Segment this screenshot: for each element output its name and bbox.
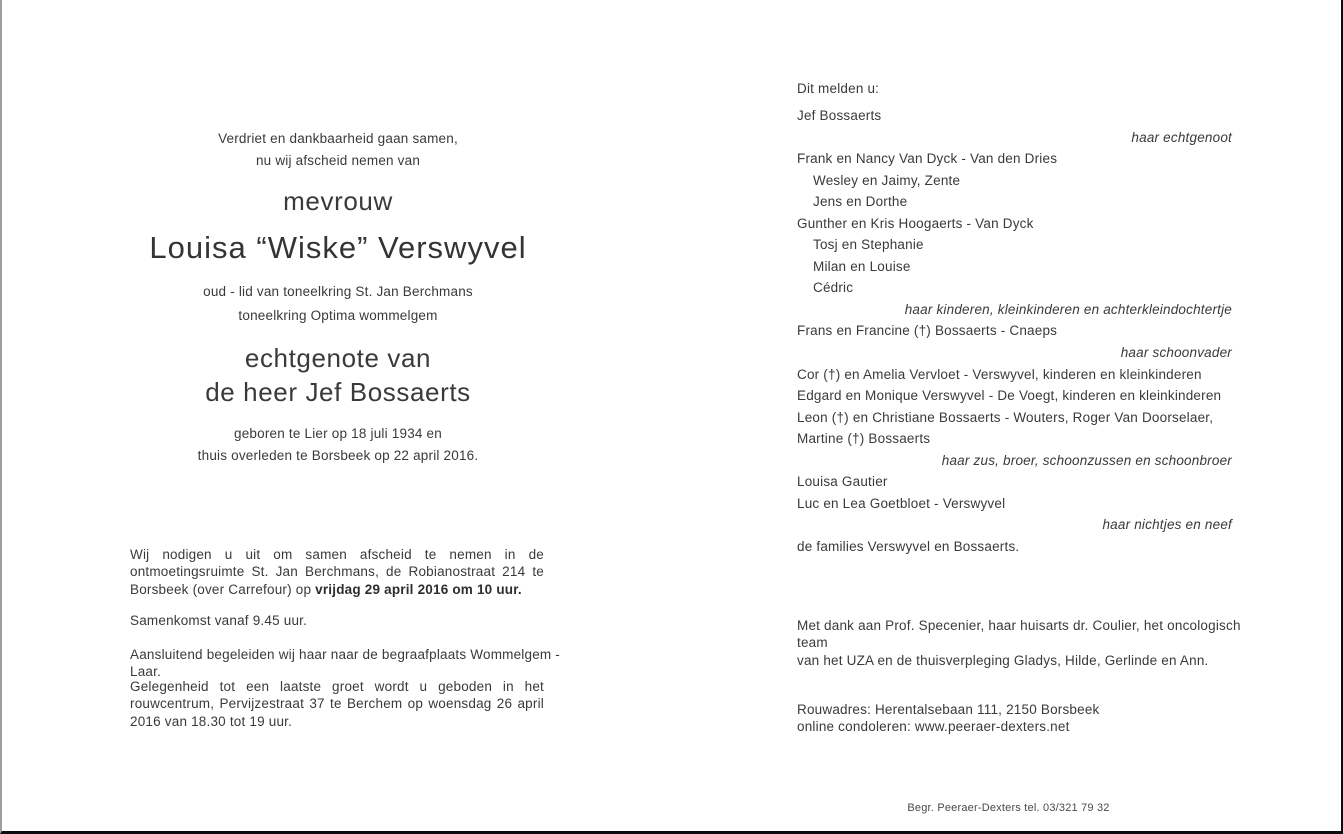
intro-verse xyxy=(2,128,674,172)
burial-info: Aansluitend begeleiden wij haar naar de begraafplaats Wommelgem - Laar. xyxy=(130,647,560,680)
family-member-subline: Milan en Louise xyxy=(813,258,911,274)
honorific: mevrouw xyxy=(283,186,393,216)
death-line: thuis overleden te Borsbeek op 22 april 2016. xyxy=(197,447,479,463)
viewing-info: Gelegenheid tot een laatste groet wordt u geboden in het rouwcentrum, Pervijzestraat 37 te Berchem op woensdag 26 april 2016 van 18.30 tot 19 uur. xyxy=(130,679,544,729)
acknowledgements-line: Met dank aan Prof. Specenier, haar huisarts dr. Coulier, het oncologisch team xyxy=(797,618,1241,651)
service-datetime: vrijdag 29 april 2016 om 10 uur. xyxy=(315,581,522,597)
left-page xyxy=(2,0,674,834)
family-member-line: Gunther en Kris Hoogaerts - Van Dyck xyxy=(797,215,1034,231)
online-condolence: online condoleren: www.peeraer-dexters.net xyxy=(797,719,1070,735)
acknowledgements-line: van het UZA en de thuisverpleging Gladys, Hilde, Gerlinde en Ann. xyxy=(797,652,1209,668)
life-dates xyxy=(2,423,674,466)
intro-line: nu wij afscheid nemen van xyxy=(255,153,421,168)
family-member-line: Leon (†) en Christiane Bossaerts - Wouters, Roger Van Doorselaer, xyxy=(797,409,1214,425)
memberships xyxy=(2,280,674,328)
spouse-line: echtgenote van xyxy=(244,343,432,373)
relation-caption: haar zus, broer, schoonzussen en schoonbroer xyxy=(941,452,1232,468)
family-member-subline: Wesley en Jaimy, Zente xyxy=(813,172,961,188)
relation-caption: haar echtgenoot xyxy=(1131,129,1232,145)
mourning-address-block xyxy=(797,701,1257,736)
intro-line: Verdriet en dankbaarheid gaan samen, xyxy=(218,131,458,146)
family-member-subline: Cédric xyxy=(813,280,854,296)
family-list xyxy=(797,105,1232,557)
family-member-line: de families Verswyvel en Bossaerts. xyxy=(797,538,1020,554)
spouse-section xyxy=(2,341,674,409)
family-member-line: Frans en Francine (†) Bossaerts - Cnaeps xyxy=(797,323,1058,339)
service-invitation xyxy=(130,546,544,598)
membership-line: oud - lid van toneelkring St. Jan Berchmans xyxy=(203,284,473,299)
family-member-line: Martine (†) Bossaerts xyxy=(797,431,931,447)
spouse-name: de heer Jef Bossaerts xyxy=(205,377,471,407)
announcement-intro: Dit melden u: xyxy=(797,81,880,96)
family-member-subline: Tosj en Stephanie xyxy=(813,237,924,253)
family-member-line: Louisa Gautier xyxy=(797,474,888,490)
family-member-line: Frank en Nancy Van Dyck - Van den Dries xyxy=(797,151,1058,167)
deceased-name: Louisa “Wiske” Verswyvel xyxy=(149,230,527,265)
family-member-line: Luc en Lea Goetbloet - Verswyvel xyxy=(797,495,1006,511)
gathering-time: Samenkomst vanaf 9.45 uur. xyxy=(130,613,308,628)
birth-line: geboren te Lier op 18 juli 1934 en xyxy=(234,426,442,441)
family-member-line: Jef Bossaerts xyxy=(797,108,882,123)
family-member-line: Cor (†) en Amelia Vervloet - Verswyvel, kinderen en kleinkinderen xyxy=(797,366,1202,382)
undertaker-credit: Begr. Peeraer-Dexters tel. 03/321 79 32 xyxy=(907,802,1110,814)
membership-line: toneelkring Optima wommelgem xyxy=(238,308,438,323)
family-member-line: Edgard en Monique Verswyvel - De Voegt, kinderen en kleinkinderen xyxy=(797,388,1222,404)
family-member-subline: Jens en Dorthe xyxy=(813,194,908,210)
acknowledgements xyxy=(797,617,1257,669)
invitation-text: Wij nodigen u uit om samen afscheid te nemen in de ontmoetingsruimte St. Jan Berchmans, de Robianostraat 214 te Borsbeek (over Carrefour) op xyxy=(130,547,544,597)
relation-caption: haar kinderen, kleinkinderen en achterkleindochtertje xyxy=(904,301,1232,317)
relation-caption: haar nichtjes en neef xyxy=(1102,517,1232,533)
mourning-address: Rouwadres: Herentalsebaan 111, 2150 Borsbeek xyxy=(797,702,1100,717)
relation-caption: haar schoonvader xyxy=(1120,345,1232,361)
